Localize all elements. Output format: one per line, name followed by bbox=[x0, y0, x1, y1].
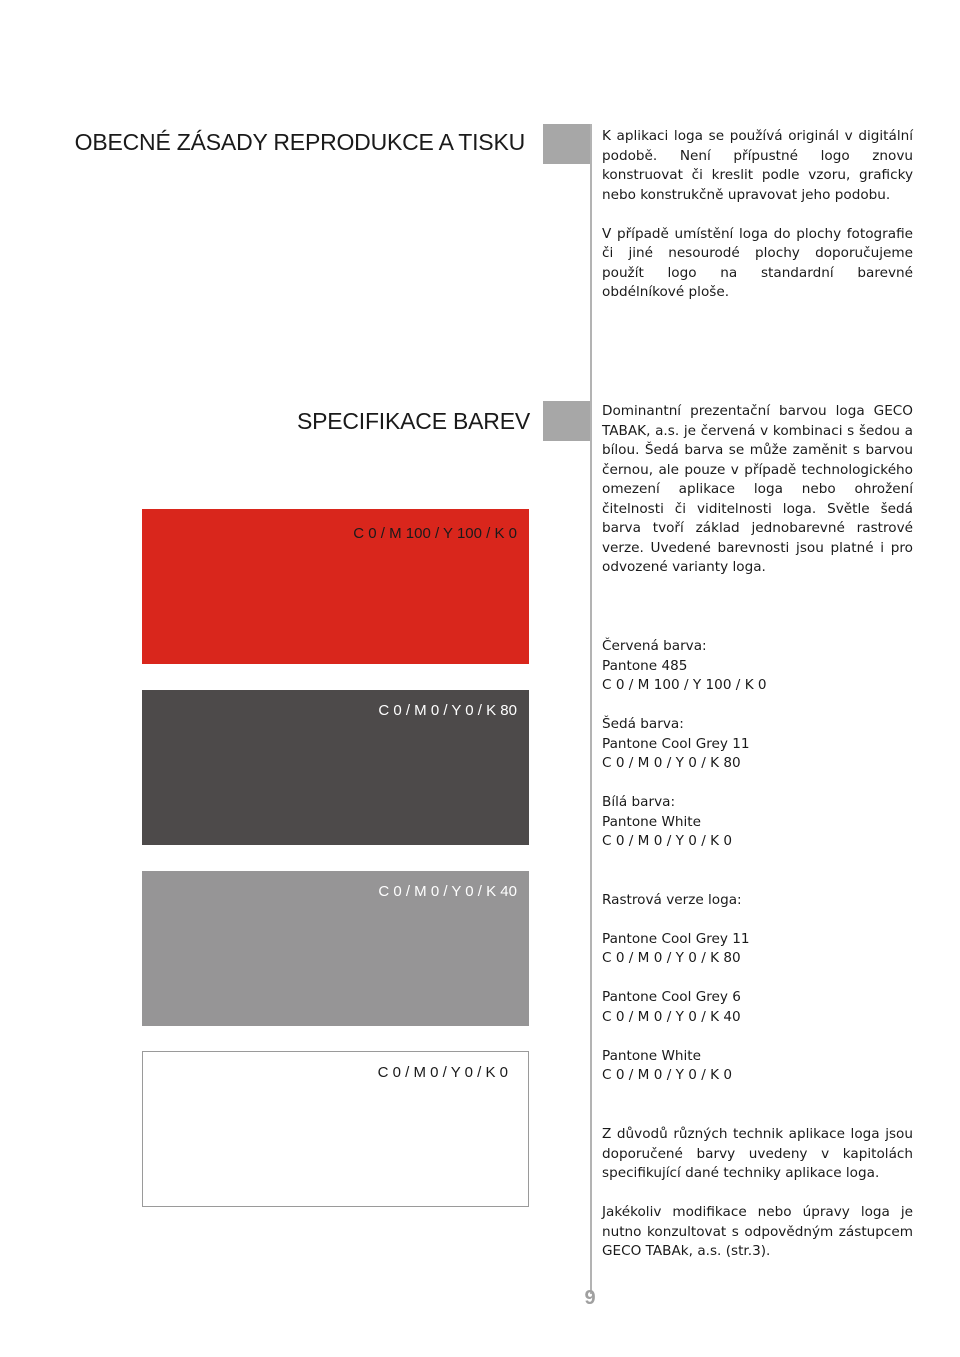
spec-raster3-cmyk: C 0 / M 0 / Y 0 / K 0 bbox=[602, 1067, 732, 1083]
spec-white-pantone: Pantone White bbox=[602, 813, 702, 830]
spec-raster-title: Rastrová verze loga: bbox=[602, 891, 742, 908]
swatch-label: C 0 / M 100 / Y 100 / K 0 bbox=[353, 525, 517, 542]
spec-raster2-cmyk: C 0 / M 0 / Y 0 / K 40 bbox=[602, 1008, 741, 1025]
reproduction-paragraph: K aplikaci loga se používá originál v digitální podobě. Není přípustné logo znovu konstruovat či kreslit podle vzoru, graficky nebo konstrukčně upravovat jeho podobu. bbox=[602, 128, 913, 203]
swatch-red bbox=[142, 509, 529, 664]
spec-white-cmyk: C 0 / M 0 / Y 0 / K 0 bbox=[602, 833, 732, 849]
spec-grey-title: Šedá barva: bbox=[602, 716, 684, 732]
section-marker-square bbox=[543, 124, 590, 164]
spec-red-title: Červená barva: bbox=[602, 638, 707, 654]
section-title-colors: SPECIFIKACE BAREV bbox=[296, 408, 530, 434]
swatch-dark-grey bbox=[142, 690, 529, 845]
section-marker-square bbox=[543, 401, 590, 441]
spec-red-cmyk: C 0 / M 100 / Y 100 / K 0 bbox=[602, 677, 767, 693]
swatch-white bbox=[142, 1051, 529, 1207]
swatch-label: C 0 / M 0 / Y 0 / K 80 bbox=[378, 702, 517, 719]
spec-raster1-cmyk: C 0 / M 0 / Y 0 / K 80 bbox=[602, 950, 741, 966]
spec-grey-cmyk: C 0 / M 0 / Y 0 / K 80 bbox=[602, 755, 741, 771]
swatch-label: C 0 / M 0 / Y 0 / K 0 bbox=[377, 1064, 508, 1081]
notes bbox=[602, 1125, 913, 1281]
spec-white-title: Bílá barva: bbox=[602, 794, 676, 810]
page-number: 9 bbox=[584, 1287, 596, 1309]
color-specs bbox=[602, 637, 922, 1086]
swatch-label: C 0 / M 0 / Y 0 / K 40 bbox=[378, 883, 517, 900]
reproduction-text bbox=[602, 127, 913, 322]
note-paragraph: Jakékoliv modifikace nebo úpravy loga je nutno konzultovat s odpovědným zástupcem GECO TABAk, a.s. (str.3). bbox=[602, 1204, 913, 1259]
spec-raster3-pantone: Pantone White bbox=[602, 1047, 702, 1064]
swatch-light-grey bbox=[142, 871, 529, 1026]
spec-grey-pantone: Pantone Cool Grey 11 bbox=[602, 735, 750, 752]
colors-text bbox=[602, 402, 913, 597]
vertical-divider bbox=[590, 124, 592, 1294]
section-title-reproduction: OBECNÉ ZÁSADY REPRODUKCE A TISKU bbox=[74, 129, 525, 155]
note-paragraph: Z důvodů různých technik aplikace loga jsou doporučené barvy uvedeny v kapitolách specifikující dané techniky aplikace loga. bbox=[602, 1126, 913, 1181]
spec-raster1-pantone: Pantone Cool Grey 11 bbox=[602, 930, 750, 947]
spec-red-pantone: Pantone 485 bbox=[602, 657, 688, 674]
colors-paragraph: Dominantní prezentační barvou loga GECO TABAK, a.s. je červená v kombinaci s šedou a bílou. Šedá barva se může zaměnit s barvou černou, ale pouze v případě technologického omezení aplikace loga nebo ohrožení čitelnosti či viditelnosti loga. Světle šedá barva tvoří základ jednobarevné rastrové verze. Uvedené barevnosti jsou platné i pro odvozené varianty loga. bbox=[602, 403, 913, 575]
spec-raster2-pantone: Pantone Cool Grey 6 bbox=[602, 989, 741, 1005]
reproduction-paragraph: V případě umístění loga do plochy fotografie či jiné nesourodé plochy doporučujeme použít logo na standardní barevné obdélníkové ploše. bbox=[602, 225, 913, 300]
